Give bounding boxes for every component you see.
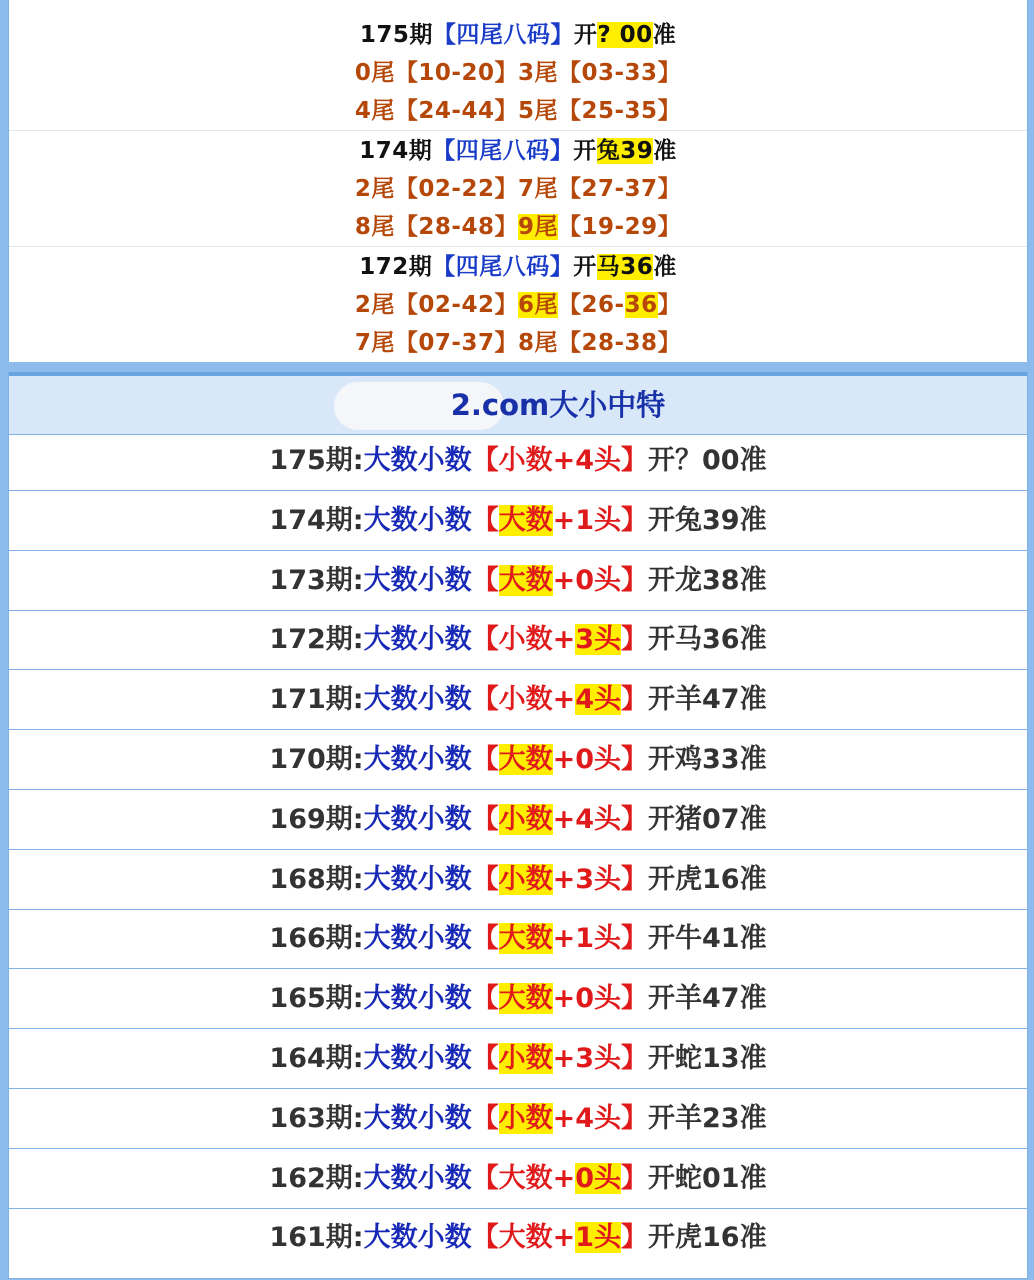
pick-value: 0头 [575,1162,621,1194]
prediction-group [9,246,1027,362]
result-label: 开羊23准 [648,1102,767,1134]
pick-value: +0头 [552,744,621,775]
pick-value: 大数 [498,983,553,1015]
tail-code: 】 [657,292,682,318]
result-label: 开羊47准 [648,983,767,1015]
pick-value: +1头 [552,923,621,955]
pick-value: +0头 [552,564,621,596]
table-row [9,909,1027,969]
table-row [9,610,1027,670]
method-tag: 【四尾八码】 [432,22,574,48]
pick-value: 3头 [575,624,621,656]
result-label: 开龙38准 [648,564,767,596]
pick-value: 大数 [498,744,553,775]
pick-value: 小数 [498,863,553,895]
result-label: 开蛇13准 [648,1043,767,1074]
pick-value: 4头 [575,684,621,716]
tail-code: 2尾【02-22】 [354,176,518,202]
category-label: 大数小数 [363,1043,472,1074]
section-title: 2.com大小中特 [450,388,666,422]
tail-code: 4尾【24-44】 [354,98,518,124]
open-suffix: 准 [653,254,677,280]
tail-code-line [9,208,1027,241]
period-label: 163期: [269,1102,364,1134]
category-label: 大数小数 [363,1162,472,1194]
period-label: 174期: [269,504,364,536]
tail-code-line [9,54,1027,87]
period-label: 161期: [269,1222,364,1254]
result-label: 开兔39准 [648,504,767,536]
tail-code: 【19-29】 [558,214,682,240]
tail-code: 2尾【02-42】 [354,292,518,318]
tail-code: 9尾 [518,214,559,240]
period-label: 175期 [359,22,433,48]
table-row [9,1029,1027,1089]
table-row [9,491,1027,551]
bracket-open: 【 [471,564,499,596]
tail-code: 3尾【03-33】 [518,60,682,86]
tail-code-line [9,286,1027,319]
open-prefix: 开 [573,138,597,164]
period-label: 165期: [269,983,364,1015]
tail-code: 7尾【07-37】 [354,330,518,356]
prediction-group [9,14,1027,131]
open-result: 马36 [596,254,654,280]
period-label: 170期: [269,744,364,775]
pick-value: 小数+ [498,684,576,716]
result-label: 开蛇01准 [648,1162,767,1194]
period-label: 164期: [269,1043,364,1074]
open-prefix: 开 [573,254,597,280]
result-label: 开？00准 [648,445,767,476]
tail-code: 【26- [558,292,625,318]
bracket-close: 】 [621,564,648,596]
result-label: 开羊47准 [648,684,767,716]
pick-value: 大数+ [498,1222,576,1254]
bracket-close: 】 [621,684,648,716]
section-header [9,372,1027,435]
open-suffix: 准 [652,22,677,48]
tail-code: 0尾【10-20】 [354,60,518,86]
category-label: 大数小数 [363,863,472,895]
bracket-open: 【 [471,803,499,835]
period-label: 162期: [269,1162,364,1194]
tail-code: 5尾【25-35】 [518,98,682,124]
pick-value: 小数 [498,1043,553,1074]
tail-code-line [9,170,1027,203]
prediction-group [9,130,1027,247]
bracket-open: 【 [471,624,499,656]
category-label: 大数小数 [363,504,472,536]
bracket-close: 】 [621,803,648,835]
pick-value: +0头 [552,983,621,1015]
bracket-open: 【 [471,923,499,955]
table-row [9,790,1027,850]
result-label: 开鸡33准 [648,744,767,775]
pick-value: +4头 [552,1102,621,1134]
pick-value: +1头 [552,504,621,536]
category-label: 大数小数 [363,624,472,656]
four-tail-eight-code-section [8,0,1028,362]
bracket-open: 【 [471,1043,499,1074]
open-prefix: 开 [573,22,598,48]
result-label: 开虎16准 [648,863,767,895]
pick-value: 大数 [498,564,553,596]
bracket-close: 】 [621,1102,648,1134]
pick-value: 大数 [498,923,553,955]
period-label: 173期: [269,564,364,596]
table-row [9,551,1027,611]
bracket-open: 【 [471,504,499,536]
bracket-open: 【 [471,445,499,476]
category-label: 大数小数 [363,445,472,476]
category-label: 大数小数 [363,923,472,955]
result-label: 开牛41准 [648,923,767,955]
big-small-special-section [8,372,1028,1279]
bracket-close: 】 [621,923,648,955]
period-label: 166期: [269,923,364,955]
period-label: 175期: [269,445,364,476]
bracket-close: 】 [621,983,648,1015]
bracket-close: 】 [621,504,648,536]
result-label: 开虎16准 [648,1222,767,1254]
bracket-close: 】 [621,1222,648,1254]
table-row [9,670,1027,730]
category-label: 大数小数 [363,684,472,716]
method-tag: 【四尾八码】 [432,138,574,164]
period-label: 174期 [359,138,433,164]
tail-code: 6尾 [517,292,558,318]
category-label: 大数小数 [363,744,472,775]
result-label: 开马36准 [648,624,767,656]
pick-value: 大数 [498,504,553,536]
tail-code: 36 [624,292,658,318]
bracket-close: 】 [621,744,648,775]
pick-value: +3头 [552,1043,621,1074]
pick-value: +3头 [552,863,621,895]
period-label: 169期: [269,803,364,835]
tail-code: 8尾【28-38】 [518,330,682,356]
table-row [9,730,1027,790]
bracket-close: 】 [621,863,648,895]
period-label: 172期 [359,254,433,280]
pick-value: 小数 [498,1102,553,1134]
category-label: 大数小数 [363,803,472,835]
table-row [9,1149,1027,1209]
category-label: 大数小数 [363,1102,472,1134]
result-label: 开猪07准 [648,803,767,835]
category-label: 大数小数 [363,564,472,596]
pick-value: +4头 [552,803,621,835]
bracket-close: 】 [621,1162,648,1194]
bracket-open: 【 [471,863,499,895]
open-result: ? 00 [597,22,653,48]
bracket-open: 【 [471,744,499,775]
method-tag: 【四尾八码】 [432,254,574,280]
table-row [9,850,1027,910]
table-row [9,1208,1027,1267]
tail-code: 8尾【28-48】 [354,214,518,240]
open-result: 兔39 [596,138,654,164]
bracket-close: 】 [621,445,648,476]
category-label: 大数小数 [363,1222,472,1254]
pick-value: 小数+ [498,624,576,656]
period-label: 171期: [269,684,364,716]
table-row [9,969,1027,1029]
bracket-open: 【 [471,1102,499,1134]
group-title-line [9,132,1027,165]
tail-code-line [9,92,1027,125]
tail-code: 7尾【27-37】 [518,176,682,202]
period-label: 172期: [269,624,364,656]
pick-value: 小数 [498,445,553,476]
tail-code-line [9,324,1027,357]
open-suffix: 准 [653,138,677,164]
group-title-line [9,248,1027,281]
table-row [9,1089,1027,1149]
bracket-open: 【 [471,1162,499,1194]
bracket-close: 】 [621,1043,648,1074]
pick-value: 1头 [575,1222,621,1254]
category-label: 大数小数 [363,983,472,1015]
bracket-open: 【 [471,1222,499,1254]
pick-value: +4头 [552,445,621,476]
period-label: 168期: [269,863,364,895]
pick-value: 大数+ [498,1162,576,1194]
group-title-line [9,16,1027,49]
bracket-open: 【 [471,983,499,1015]
table-row [9,431,1027,491]
bracket-close: 】 [621,624,648,656]
pick-value: 小数 [498,803,553,835]
bracket-open: 【 [471,684,499,716]
